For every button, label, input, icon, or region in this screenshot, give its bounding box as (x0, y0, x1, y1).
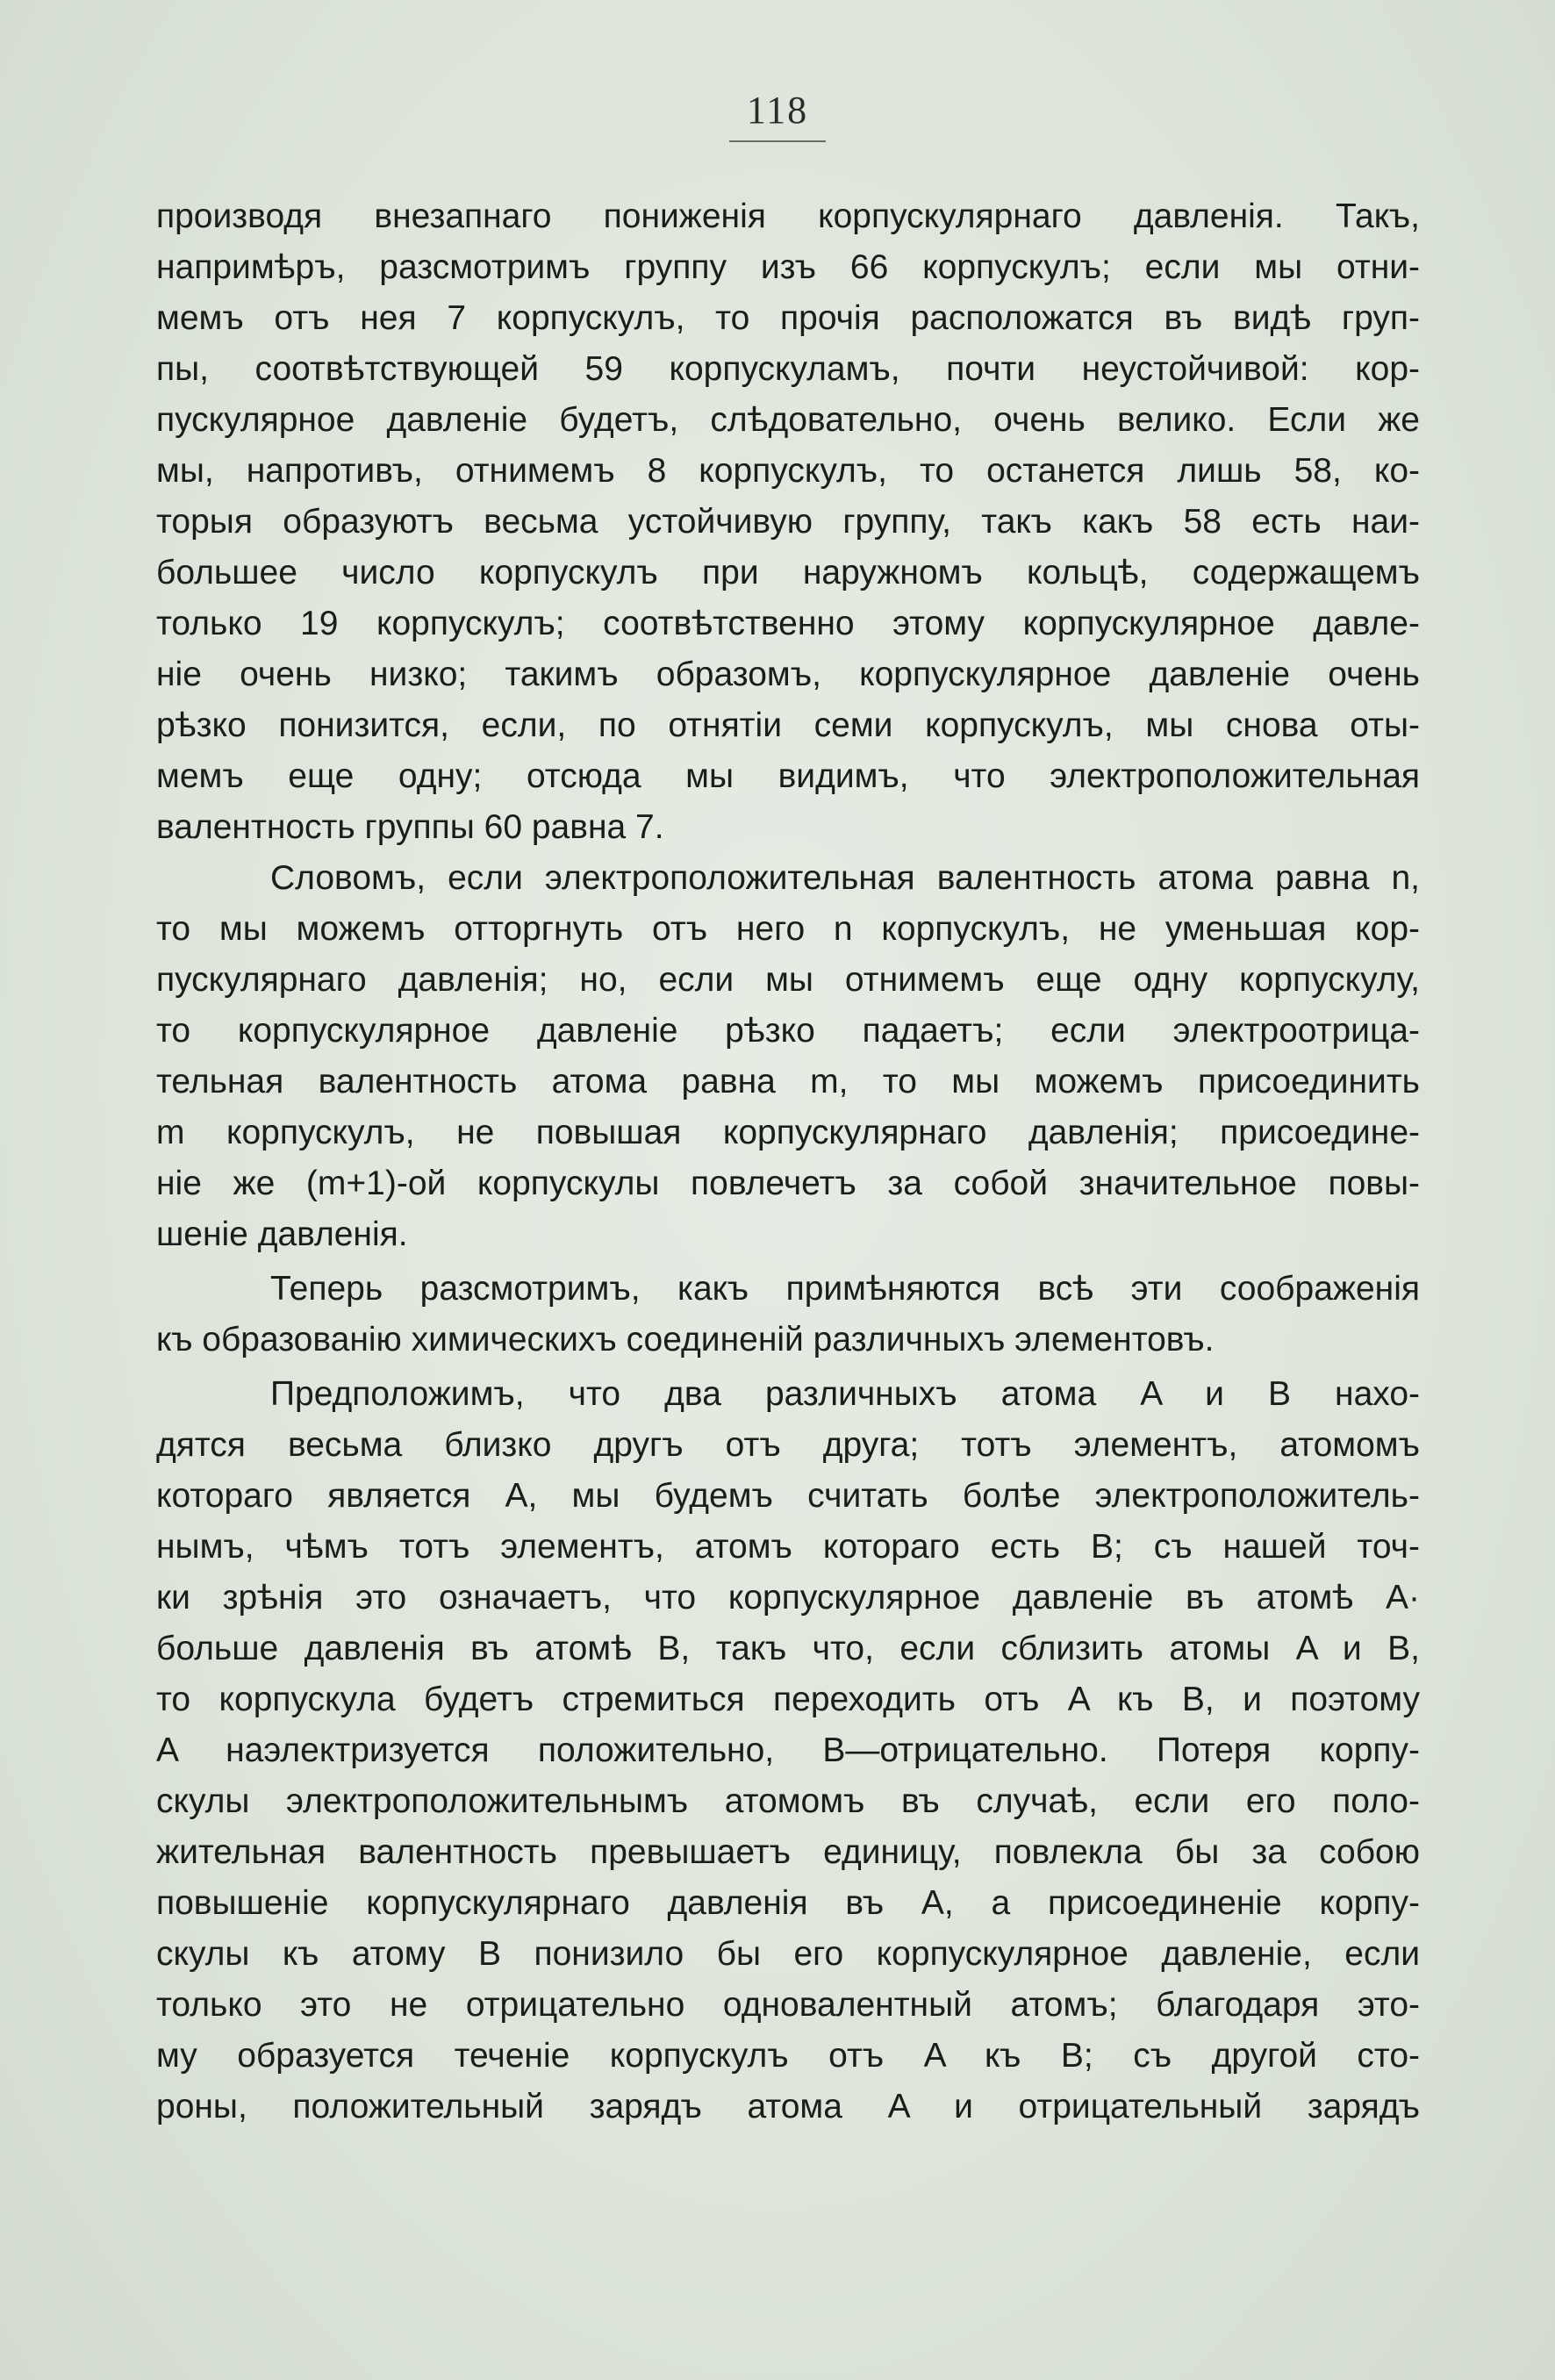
text-line: то корпускула будетъ стремиться переходить отъ A къ B, и поэтому (156, 1681, 1420, 1718)
text-line: тельная валентность атома равна m, то мы можемъ присоединить (156, 1063, 1420, 1100)
page-number-rule (729, 140, 826, 142)
text-line: производя внезапнаго пониженія корпускулярнаго давленія. Такъ, (156, 197, 1420, 235)
text-line: котораго является A, мы будемъ считать болѣе электроположитель- (156, 1477, 1420, 1515)
text-line: ніе очень низко; такимъ образомъ, корпускулярное давленіе очень (156, 656, 1420, 693)
text-line: жительная валентность превышаетъ единицу, повлекла бы за собою (156, 1833, 1420, 1871)
text-line: скулы къ атому B понизило бы его корпускулярное давленіе, если (156, 1935, 1420, 1973)
text-line: му образуется теченіе корпускулъ отъ A къ B; съ другой сто- (156, 2037, 1420, 2075)
text-line: мемъ отъ нея 7 корпускулъ, то прочія расположатся въ видѣ груп- (156, 299, 1420, 337)
text-line: къ образованію химическихъ соединеній различныхъ элементовъ. (156, 1321, 1215, 1358)
text-line: пускулярнаго давленія; но, если мы отнимемъ еще одну корпускулу, (156, 961, 1420, 999)
text-line: шеніе давленія. (156, 1215, 408, 1253)
text-line: повышеніе корпускулярнаго давленія въ A, а присоединеніе корпу- (156, 1884, 1420, 1922)
paragraph-1 (156, 191, 1420, 853)
text-line: торыя образуютъ весьма устойчивую группу, такъ какъ 58 есть наи- (156, 503, 1420, 541)
text-line: Словомъ, если электроположительная валентность атома равна n, (270, 859, 1420, 897)
paragraph-3 (156, 1264, 1420, 1366)
text-line: дятся весьма близко другъ отъ друга; тотъ элементъ, атомомъ (156, 1426, 1420, 1464)
text-line: то мы можемъ отторгнуть отъ него n корпускулъ, не уменьшая кор- (156, 910, 1420, 948)
text-line: Теперь разсмотримъ, какъ примѣняются всѣ эти соображенія (270, 1270, 1420, 1308)
text-line: то корпускулярное давленіе рѣзко падаетъ; если электроотрица- (156, 1012, 1420, 1050)
text-line: m корпускулъ, не повышая корпускулярнаго давленія; присоедине- (156, 1114, 1420, 1151)
text-line: Предположимъ, что два различныхъ атома A и B нахо- (270, 1375, 1420, 1413)
page-number: 118 (746, 89, 809, 132)
text-line: мы, напротивъ, отнимемъ 8 корпускулъ, то останется лишь 58, ко- (156, 452, 1420, 490)
text-line: пы, соотвѣтствующей 59 корпускуламъ, почти неустойчивой: кор- (156, 350, 1420, 388)
text-line: нымъ, чѣмъ тотъ элементъ, атомъ котораго есть B; съ нашей точ- (156, 1528, 1420, 1566)
text-line: напримѣръ, разсмотримъ группу изъ 66 корпускулъ; если мы отни- (156, 248, 1420, 286)
text-line: большее число корпускулъ при наружномъ кольцѣ, содержащемъ (156, 554, 1420, 591)
body-text (156, 191, 1420, 2133)
text-line: ніе же (m+1)-ой корпускулы повлечетъ за собой значительное повы- (156, 1165, 1420, 1202)
text-line: мемъ еще одну; отсюда мы видимъ, что электроположительная (156, 757, 1420, 795)
paragraph-4 (156, 1369, 1420, 2133)
text-line: A наэлектризуется положительно, B—отрицательно. Потеря корпу- (156, 1731, 1420, 1769)
paragraph-2 (156, 853, 1420, 1260)
text-line: роны, положительный зарядъ атома A и отрицательный зарядъ (156, 2088, 1420, 2126)
text-line: больше давленія въ атомѣ B, такъ что, если сблизить атомы A и B, (156, 1630, 1420, 1667)
text-line: пускулярное давленіе будетъ, слѣдовательно, очень велико. Если же (156, 401, 1420, 439)
text-line: валентность группы 60 равна 7. (156, 808, 664, 846)
text-line: только 19 корпускулъ; соотвѣтственно этому корпускулярное давле- (156, 605, 1420, 642)
text-line: только это не отрицательно одновалентный атомъ; благодаря это- (156, 1986, 1420, 2024)
text-line: рѣзко понизится, если, по отнятіи семи корпускулъ, мы снова оты- (156, 706, 1420, 744)
text-line: ки зрѣнія это означаетъ, что корпускулярное давленіе въ атомѣ A· (156, 1579, 1420, 1617)
text-line: скулы электроположительнымъ атомомъ въ случаѣ, если его поло- (156, 1782, 1420, 1820)
